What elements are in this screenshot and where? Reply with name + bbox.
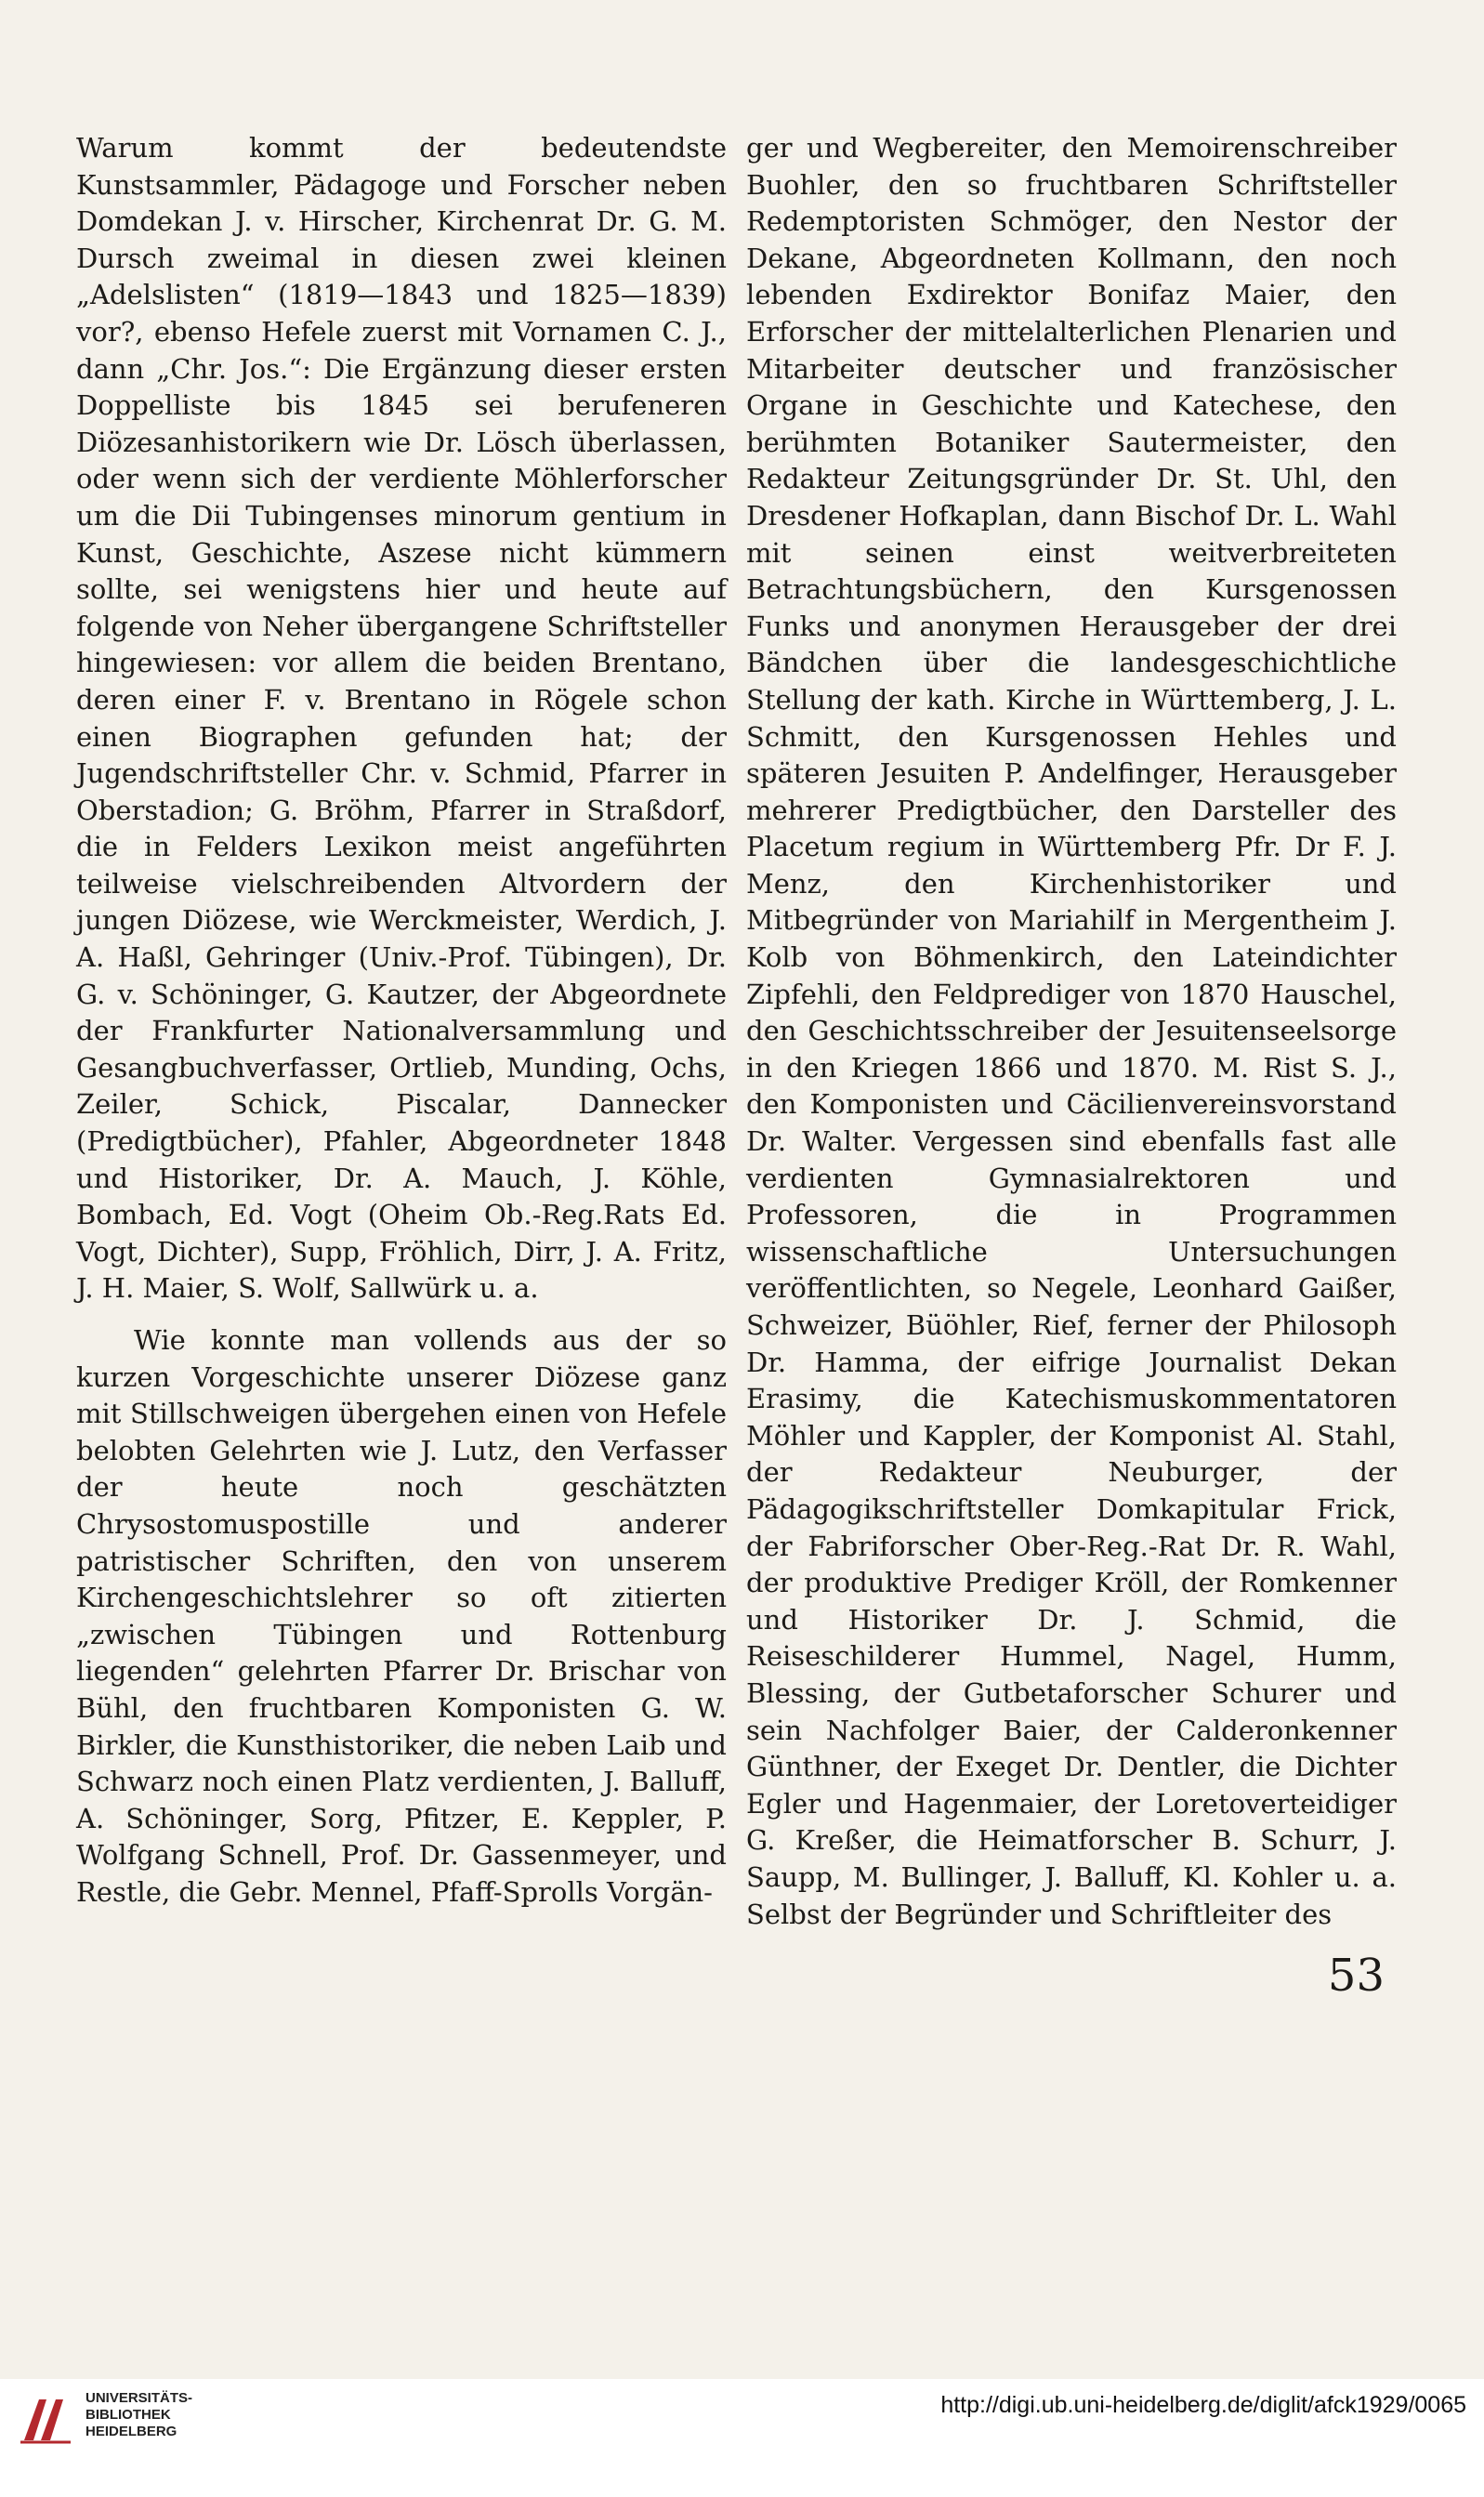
library-logo-text: [85, 2390, 192, 2440]
right-column: [746, 130, 1397, 1933]
logo-line: BIBLIOTHEK: [85, 2407, 171, 2423]
source-url-link[interactable]: http://digi.ub.uni-heidelberg.de/diglit/afck1929/0065: [940, 2392, 1466, 2418]
footer-bar: [0, 2379, 1484, 2497]
paragraph: ger und Wegbereiter, den Memoirenschreiber Buohler, den so fruchtbaren Schriftsteller Redemptoristen Schmöger, den Nestor der Dekane, Abgeordneten Kollmann, den noch lebenden Exdirektor Bonifaz Maier, den Erforscher der mittelalterlichen Plenarien und Mitarbeiter deutscher und französischer Organe in Geschichte und Katechese, den berühmten Botaniker Sautermeister, den Redakteur Zeitungsgründer Dr. St. Uhl, den Dresdener Hofkaplan, dann Bischof Dr. L. Wahl mit seinen einst weitverbreiteten Betrachtungsbüchern, den Kursgenossen Funks und anonymen Herausgeber der drei Bändchen über die landesgeschichtliche Stellung der kath. Kirche in Württemberg, J. L. Schmitt, den Kursgenossen Hehles und späteren Jesuiten P. Andelfinger, Herausgeber mehrerer Predigtbücher, den Darsteller des Placetum regium in Württemberg Pfr. Dr F. J. Menz, den Kirchenhistoriker und Mitbegründer von Mariahilf in Mergentheim J. Kolb von Böhmenkirch, den Lateindichter Zipfehli, den Feldprediger von 1870 Hauschel, den Geschichtsschreiber der Jesuitenseelsorge in den Kriegen 1866 und 1870. M. Rist S. J., den Komponisten und Cäcilienvereinsvorstand Dr. Walter. Vergessen sind ebenfalls fast alle verdienten Gymnasialrektoren und Professoren, die in Programmen wissenschaftliche Untersuchungen veröffentlichten, so Negele, Leonhard Gaißer, Schweizer, Büöhler, Rief, ferner der Philosoph Dr. Hamma, der eifrige Journalist Dekan Erasimy, die Katechismuskommentatoren Möhler und Kappler, der Komponist Al. Stahl, der Redakteur Neuburger, der Pädagogikschriftsteller Domkapitular Frick, der Fabriforscher Ober-Reg.-Rat Dr. R. Wahl, der produktive Prediger Kröll, der Romkenner und Historiker Dr. J. Schmid, die Reiseschilderer Hummel, Nagel, Humm, Blessing, der Gutbetaforscher Schurer und sein Nachfolger Baier, der Calderonkenner Günthner, der Exeget Dr. Dentler, die Dichter Egler und Hagenmaier, der Loretoverteidiger G. Kreßer, die Heimatforscher B. Schurr, J. Saupp, M. Bullinger, J. Balluff, Kl. Kohler u. a. Selbst der Begründer und Schriftleiter des: [746, 132, 1397, 1930]
paragraph: Warum kommt der bedeutendste Kunstsammler, Pädagoge und Forscher neben Domdekan J. v. Hirscher, Kirchenrat Dr. G. M. Dursch zweimal in diesen zwei kleinen „Adelslisten“ (1819—1843 und 1825—1839) vor?, ebenso Hefele zuerst mit Vornamen C. J., dann „Chr. Jos.“: Die Ergänzung dieser ersten Doppelliste bis 1845 sei berufeneren Diözesanhistorikern wie Dr. Lösch überlassen, oder wenn sich der verdiente Möhlerforscher um die Dii Tubingenses minorum gentium in Kunst, Geschichte, Aszese nicht kümmern sollte, sei wenigstens hier und heute auf folgende von Neher übergangene Schriftsteller hingewiesen: vor allem die beiden Brentano, deren einer F. v. Brentano in Rögele schon einen Biographen gefunden hat; der Jugendschriftsteller Chr. v. Schmid, Pfarrer in Oberstadion; G. Bröhm, Pfarrer in Straßdorf, die in Felders Lexikon meist angeführten teilweise vielschreibenden Altvordern der jungen Diözese, wie Werckmeister, Werdich, J. A. Haßl, Gehringer (Univ.-Prof. Tübingen), Dr. G. v. Schöninger, G. Kautzer, der Abgeordnete der Frankfurter Nationalversammlung und Gesangbuchverfasser, Ortlieb, Munding, Ochs, Zeiler, Schick, Piscalar, Dannecker (Predigtbücher), Pfahler, Abgeordneter 1848 und Historiker, Dr. A. Mauch, J. Köhle, Bombach, Ed. Vogt (Oheim Ob.-Reg.Rats Ed. Vogt, Dichter), Supp, Fröhlich, Dirr, J. A. Fritz, J. H. Maier, S. Wolf, Sallwürk u. a.: [76, 132, 727, 1305]
logo-line: UNIVERSITÄTS-: [85, 2390, 193, 2406]
left-column: [76, 130, 727, 1912]
page-number: 53: [1327, 1950, 1385, 2002]
logo-line: HEIDELBERG: [85, 2424, 177, 2439]
library-logo-icon: [15, 2388, 76, 2450]
paragraph: Wie konnte man vollends aus der so kurzen Vorgeschichte unserer Diözese ganz mit Stillschweigen übergehen einen von Hefele belobten Gelehrten wie J. Lutz, den Verfasser der heute noch geschätzten Chrysostomuspostille und anderer patristischer Schriften, den von unserem Kirchengeschichtslehrer so oft zitierten „zwischen Tübingen und Rottenburg liegenden“ gelehrten Pfarrer Dr. Brischar von Bühl, den fruchtbaren Komponisten G. W. Birkler, die Kunsthistoriker, die neben Laib und Schwarz noch einen Platz verdienten, J. Balluff, A. Schöninger, Sorg, Pfitzer, E. Keppler, P. Wolfgang Schnell, Prof. Dr. Gassenmeyer, und Restle, die Gebr. Mennel, Pfaff-Sprolls Vorgän-: [76, 1324, 727, 1908]
